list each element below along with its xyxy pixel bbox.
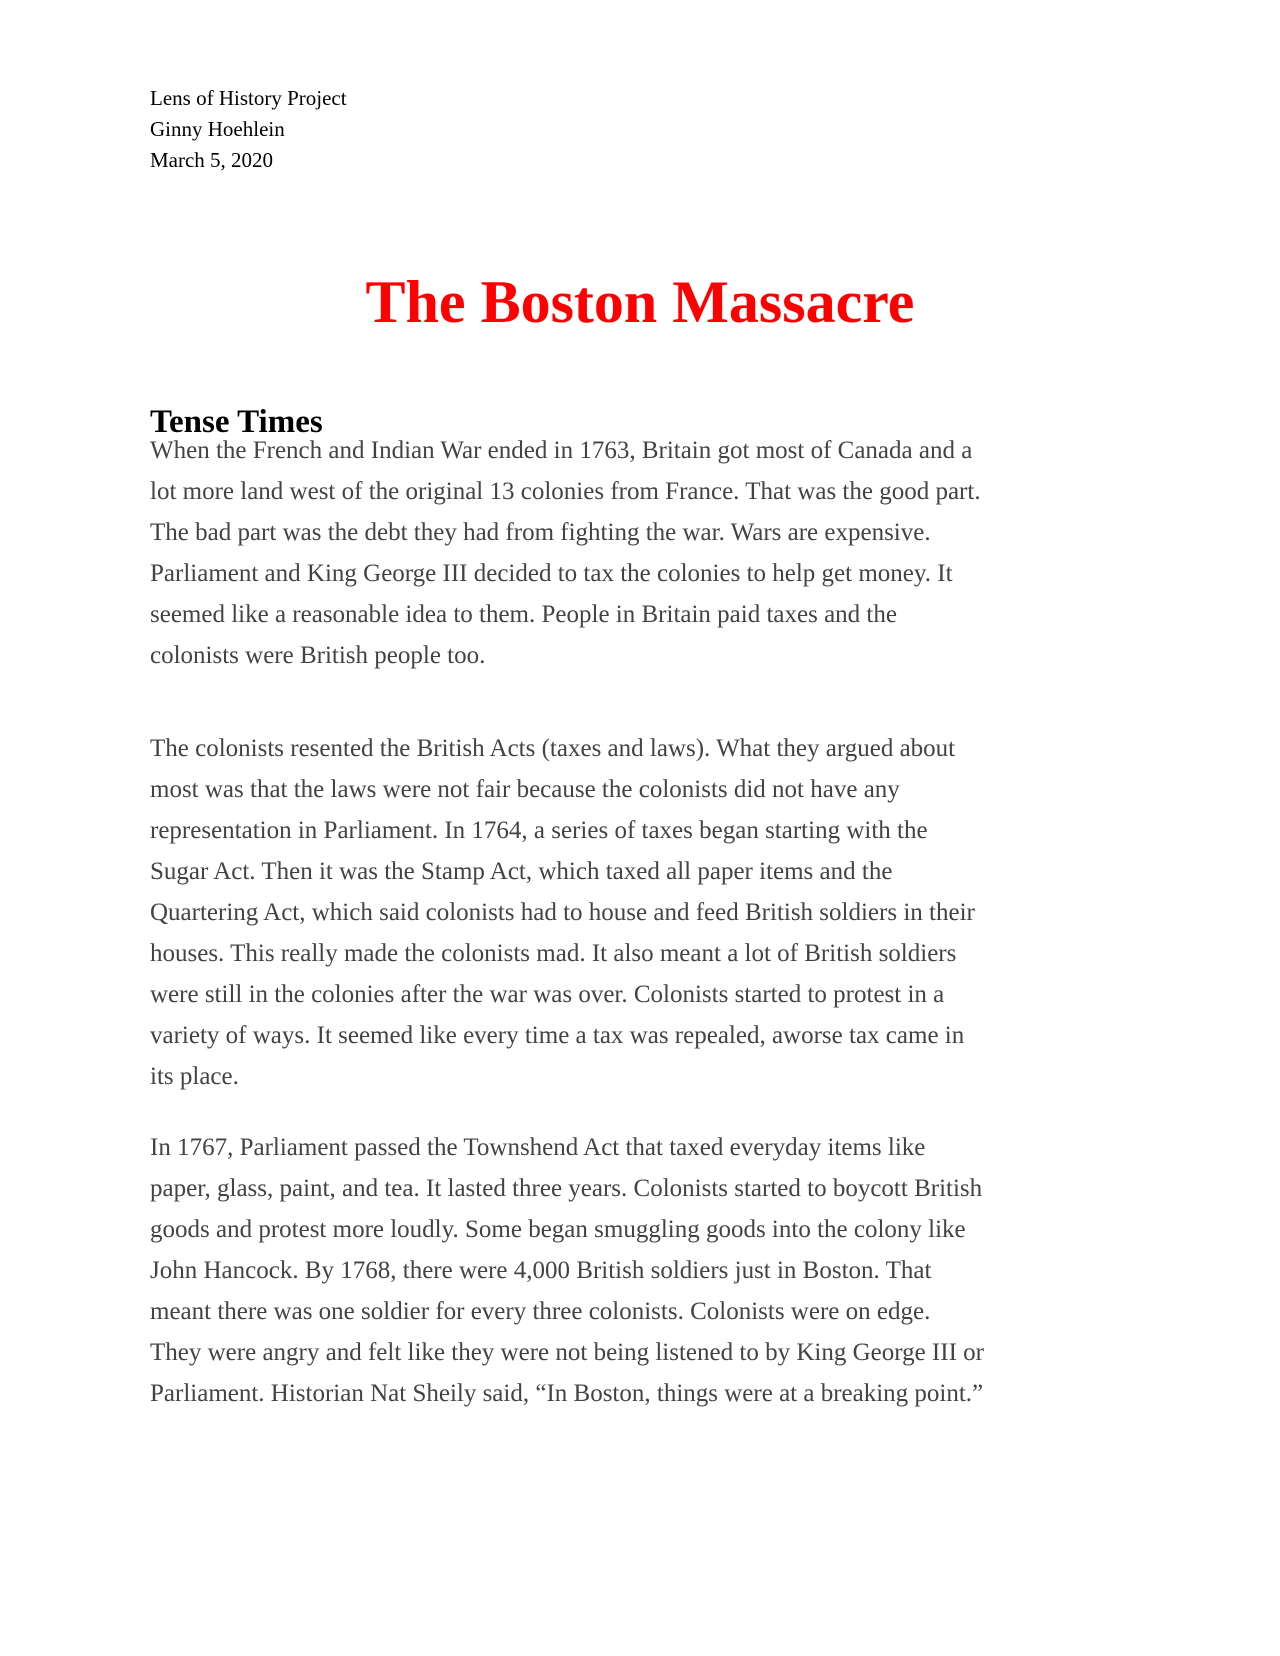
- project-name: Lens of History Project: [150, 86, 347, 110]
- paragraph-line: Sugar Act. Then it was the Stamp Act, which taxed all paper items and the: [150, 858, 893, 885]
- paragraph-line: In 1767, Parliament passed the Townshend Act that taxed everyday items like: [150, 1134, 926, 1161]
- paragraph-2: [150, 728, 1135, 1097]
- paragraph-line: colonists were British people too.: [150, 642, 486, 669]
- author-name: Ginny Hoehlein: [150, 117, 285, 141]
- paragraph-line: its place.: [150, 1063, 239, 1090]
- paragraph-line: houses. This really made the colonists mad. It also meant a lot of British soldiers: [150, 940, 957, 967]
- paragraph-line: John Hancock. By 1768, there were 4,000 British soldiers just in Boston. That: [150, 1257, 932, 1284]
- section-heading: Tense Times: [150, 404, 323, 440]
- paragraph-line: meant there was one soldier for every three colonists. Colonists were on edge.: [150, 1298, 931, 1325]
- paragraph-line: lot more land west of the original 13 colonies from France. That was the good part.: [150, 478, 981, 505]
- paragraph-line: The colonists resented the British Acts (taxes and laws). What they argued about: [150, 735, 956, 762]
- paragraph-line: They were angry and felt like they were not being listened to by King George III or: [150, 1339, 984, 1366]
- paragraph-line: goods and protest more loudly. Some began smuggling goods into the colony like: [150, 1216, 966, 1243]
- paragraph-line: representation in Parliament. In 1764, a series of taxes began starting with the: [150, 817, 928, 844]
- paragraph-line: variety of ways. It seemed like every time a tax was repealed, aworse tax came in: [150, 1022, 965, 1049]
- paragraph-1: [150, 430, 1135, 676]
- paragraph-3: [150, 1127, 1135, 1414]
- paragraph-line: Quartering Act, which said colonists had to house and feed British soldiers in their: [150, 899, 975, 926]
- paragraph-line: seemed like a reasonable idea to them. People in Britain paid taxes and the: [150, 601, 897, 628]
- paragraph-line: Parliament and King George III decided to tax the colonies to help get money. It: [150, 560, 953, 587]
- paragraph-line: The bad part was the debt they had from fighting the war. Wars are expensive.: [150, 519, 931, 546]
- page-title: The Boston Massacre: [365, 269, 915, 335]
- paragraph-line: most was that the laws were not fair because the colonists did not have any: [150, 776, 900, 803]
- document-header: [150, 83, 347, 176]
- document-date: March 5, 2020: [150, 148, 274, 172]
- paragraph-line: paper, glass, paint, and tea. It lasted three years. Colonists started to boycott British: [150, 1175, 983, 1202]
- paragraph-line: were still in the colonies after the war was over. Colonists started to protest in a: [150, 981, 945, 1008]
- paragraph-line: Parliament. Historian Nat Sheily said, “In Boston, things were at a breaking point.”: [150, 1380, 984, 1407]
- paragraph-line: When the French and Indian War ended in 1763, Britain got most of Canada and a: [150, 437, 973, 464]
